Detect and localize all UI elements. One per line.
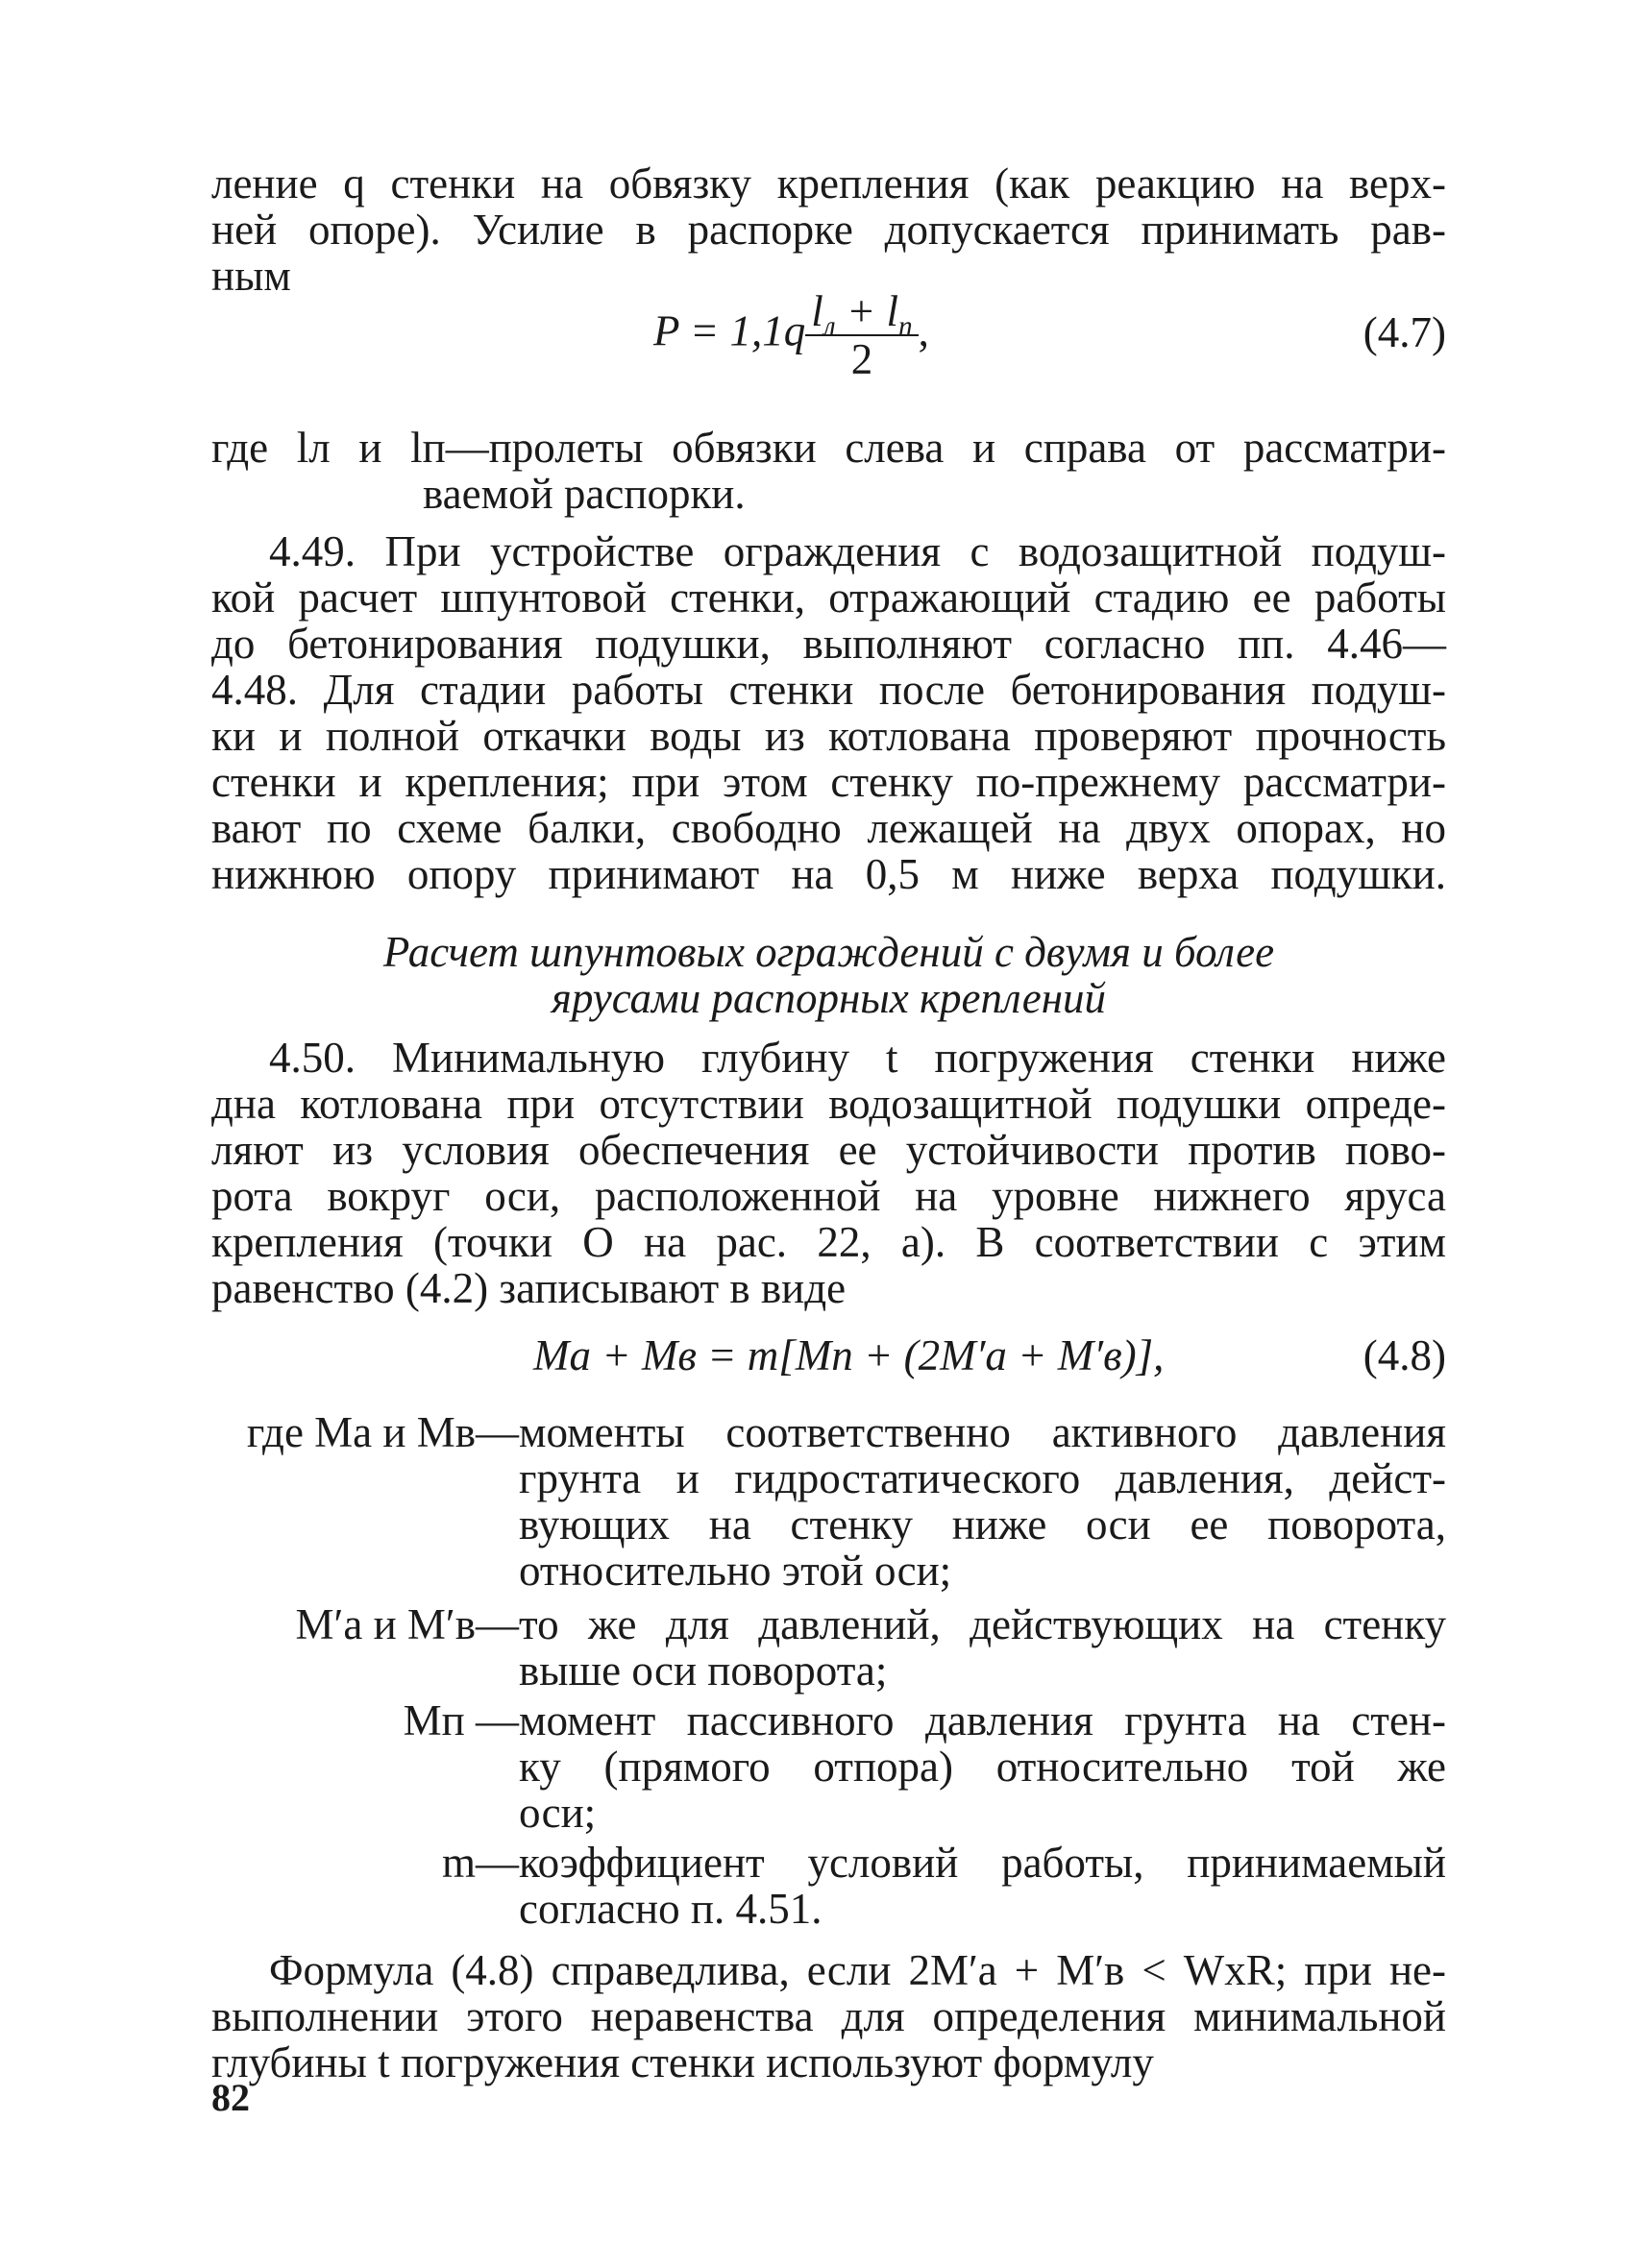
- paragraph-line: равенство (4.2) записывают в виде: [211, 1264, 847, 1312]
- paragraph-line: ки и полной откачки воды из котлована проверяют прочность: [211, 712, 1446, 760]
- definition-line: грунта и гидростатического давления, дейст-: [519, 1454, 1446, 1502]
- section-heading: Расчет шпунтовых ограждений с двумя и более: [382, 928, 1275, 976]
- section-heading: ярусами распорных креплений: [551, 974, 1107, 1022]
- where-line: ваемой распорки.: [423, 470, 746, 518]
- paragraph-line: рота вокруг оси, расположенной на уровне нижнего яруса: [211, 1172, 1446, 1220]
- formula-4-8: Mа + Mв = m[Mп + (2M′а + M′в)],: [533, 1331, 1165, 1379]
- paragraph-line: кой расчет шпунтовой стенки, отражающий стадию ее работы: [211, 573, 1446, 622]
- text-line: ней опоре). Усилие в распорке допускается принимать рав-: [211, 206, 1446, 254]
- formula-fraction: [805, 288, 918, 382]
- definition-line: то же для давлений, действующих на стенку: [519, 1600, 1446, 1648]
- equation-number: (4.7): [1363, 308, 1446, 356]
- formula-4-7: P = 1,1q $\frac{l_л + l_п}{2}$ ,: [653, 287, 929, 383]
- definition-line: относительно этой оси;: [519, 1547, 952, 1595]
- paragraph-line: до бетонирования подушки, выполняют согласно пп. 4.46—: [211, 620, 1446, 668]
- definition-term: Mп —: [403, 1696, 519, 1744]
- definition-line: момент пассивного давления грунта на стен-: [519, 1696, 1446, 1744]
- paragraph-line: ляют из условия обеспечения ее устойчивости против пово-: [211, 1126, 1446, 1174]
- definition-line: согласно п. 4.51.: [519, 1885, 822, 1933]
- where-line: где lл и lп—пролеты обвязки слева и справа от рассматри-: [211, 424, 1446, 472]
- paragraph-line: выполнении этого неравенства для определения минимальной: [211, 1992, 1446, 2040]
- text-line: ление q стенки на обвязку крепления (как реакцию на верх-: [211, 159, 1446, 207]
- fraction-denominator: 2: [850, 335, 873, 383]
- definition-line: ку (прямого отпора) относительно той же: [519, 1743, 1446, 1791]
- page-number: 82: [211, 2076, 250, 2119]
- paragraph-line: глубины t погружения стенки используют формулу: [211, 2038, 1154, 2086]
- definition-line: оси;: [519, 1789, 597, 1837]
- definition-line: вующих на стенку ниже оси ее поворота,: [519, 1500, 1446, 1549]
- paragraph-line: крепления (точки O на рас. 22, a). В соответствии с этим: [211, 1218, 1446, 1266]
- paragraph-line: дна котлована при отсутствии водозащитной подушки опреде-: [211, 1080, 1446, 1128]
- definition-line: моменты соответственно активного давления: [519, 1408, 1446, 1456]
- text-line: ным: [211, 252, 291, 300]
- paragraph-line: нижнюю опору принимают на 0,5 м ниже верха подушки.: [211, 850, 1446, 898]
- paragraph-line: вают по схеме балки, свободно лежащей на двух опорах, но: [211, 804, 1446, 852]
- paragraph-line: стенки и крепления; при этом стенку по-прежнему рассматри-: [211, 758, 1446, 806]
- paragraph-line: 4.48. Для стадии работы стенки после бетонирования подуш-: [211, 666, 1446, 714]
- definition-line: коэффициент условий работы, принимаемый: [519, 1839, 1446, 1887]
- paragraph-line: 4.50. Минимальную глубину t погружения стенки ниже: [269, 1034, 1446, 1082]
- definition-term: где Mа и Mв—: [246, 1408, 519, 1456]
- paragraph-line: Формула (4.8) справедлива, если 2M′а + M′в < WxR; при не-: [269, 1946, 1446, 1994]
- definition-term: M′а и M′в—: [295, 1600, 519, 1648]
- formula-lhs: P = 1,1q: [653, 306, 806, 355]
- definition-term: m—: [441, 1839, 519, 1887]
- definition-line: выше оси поворота;: [519, 1646, 888, 1695]
- equation-number: (4.8): [1363, 1331, 1446, 1379]
- paragraph-line: 4.49. При устройстве ограждения с водозащитной подуш-: [269, 527, 1446, 575]
- fraction-numerator: $l_л + l_п$: [805, 288, 918, 336]
